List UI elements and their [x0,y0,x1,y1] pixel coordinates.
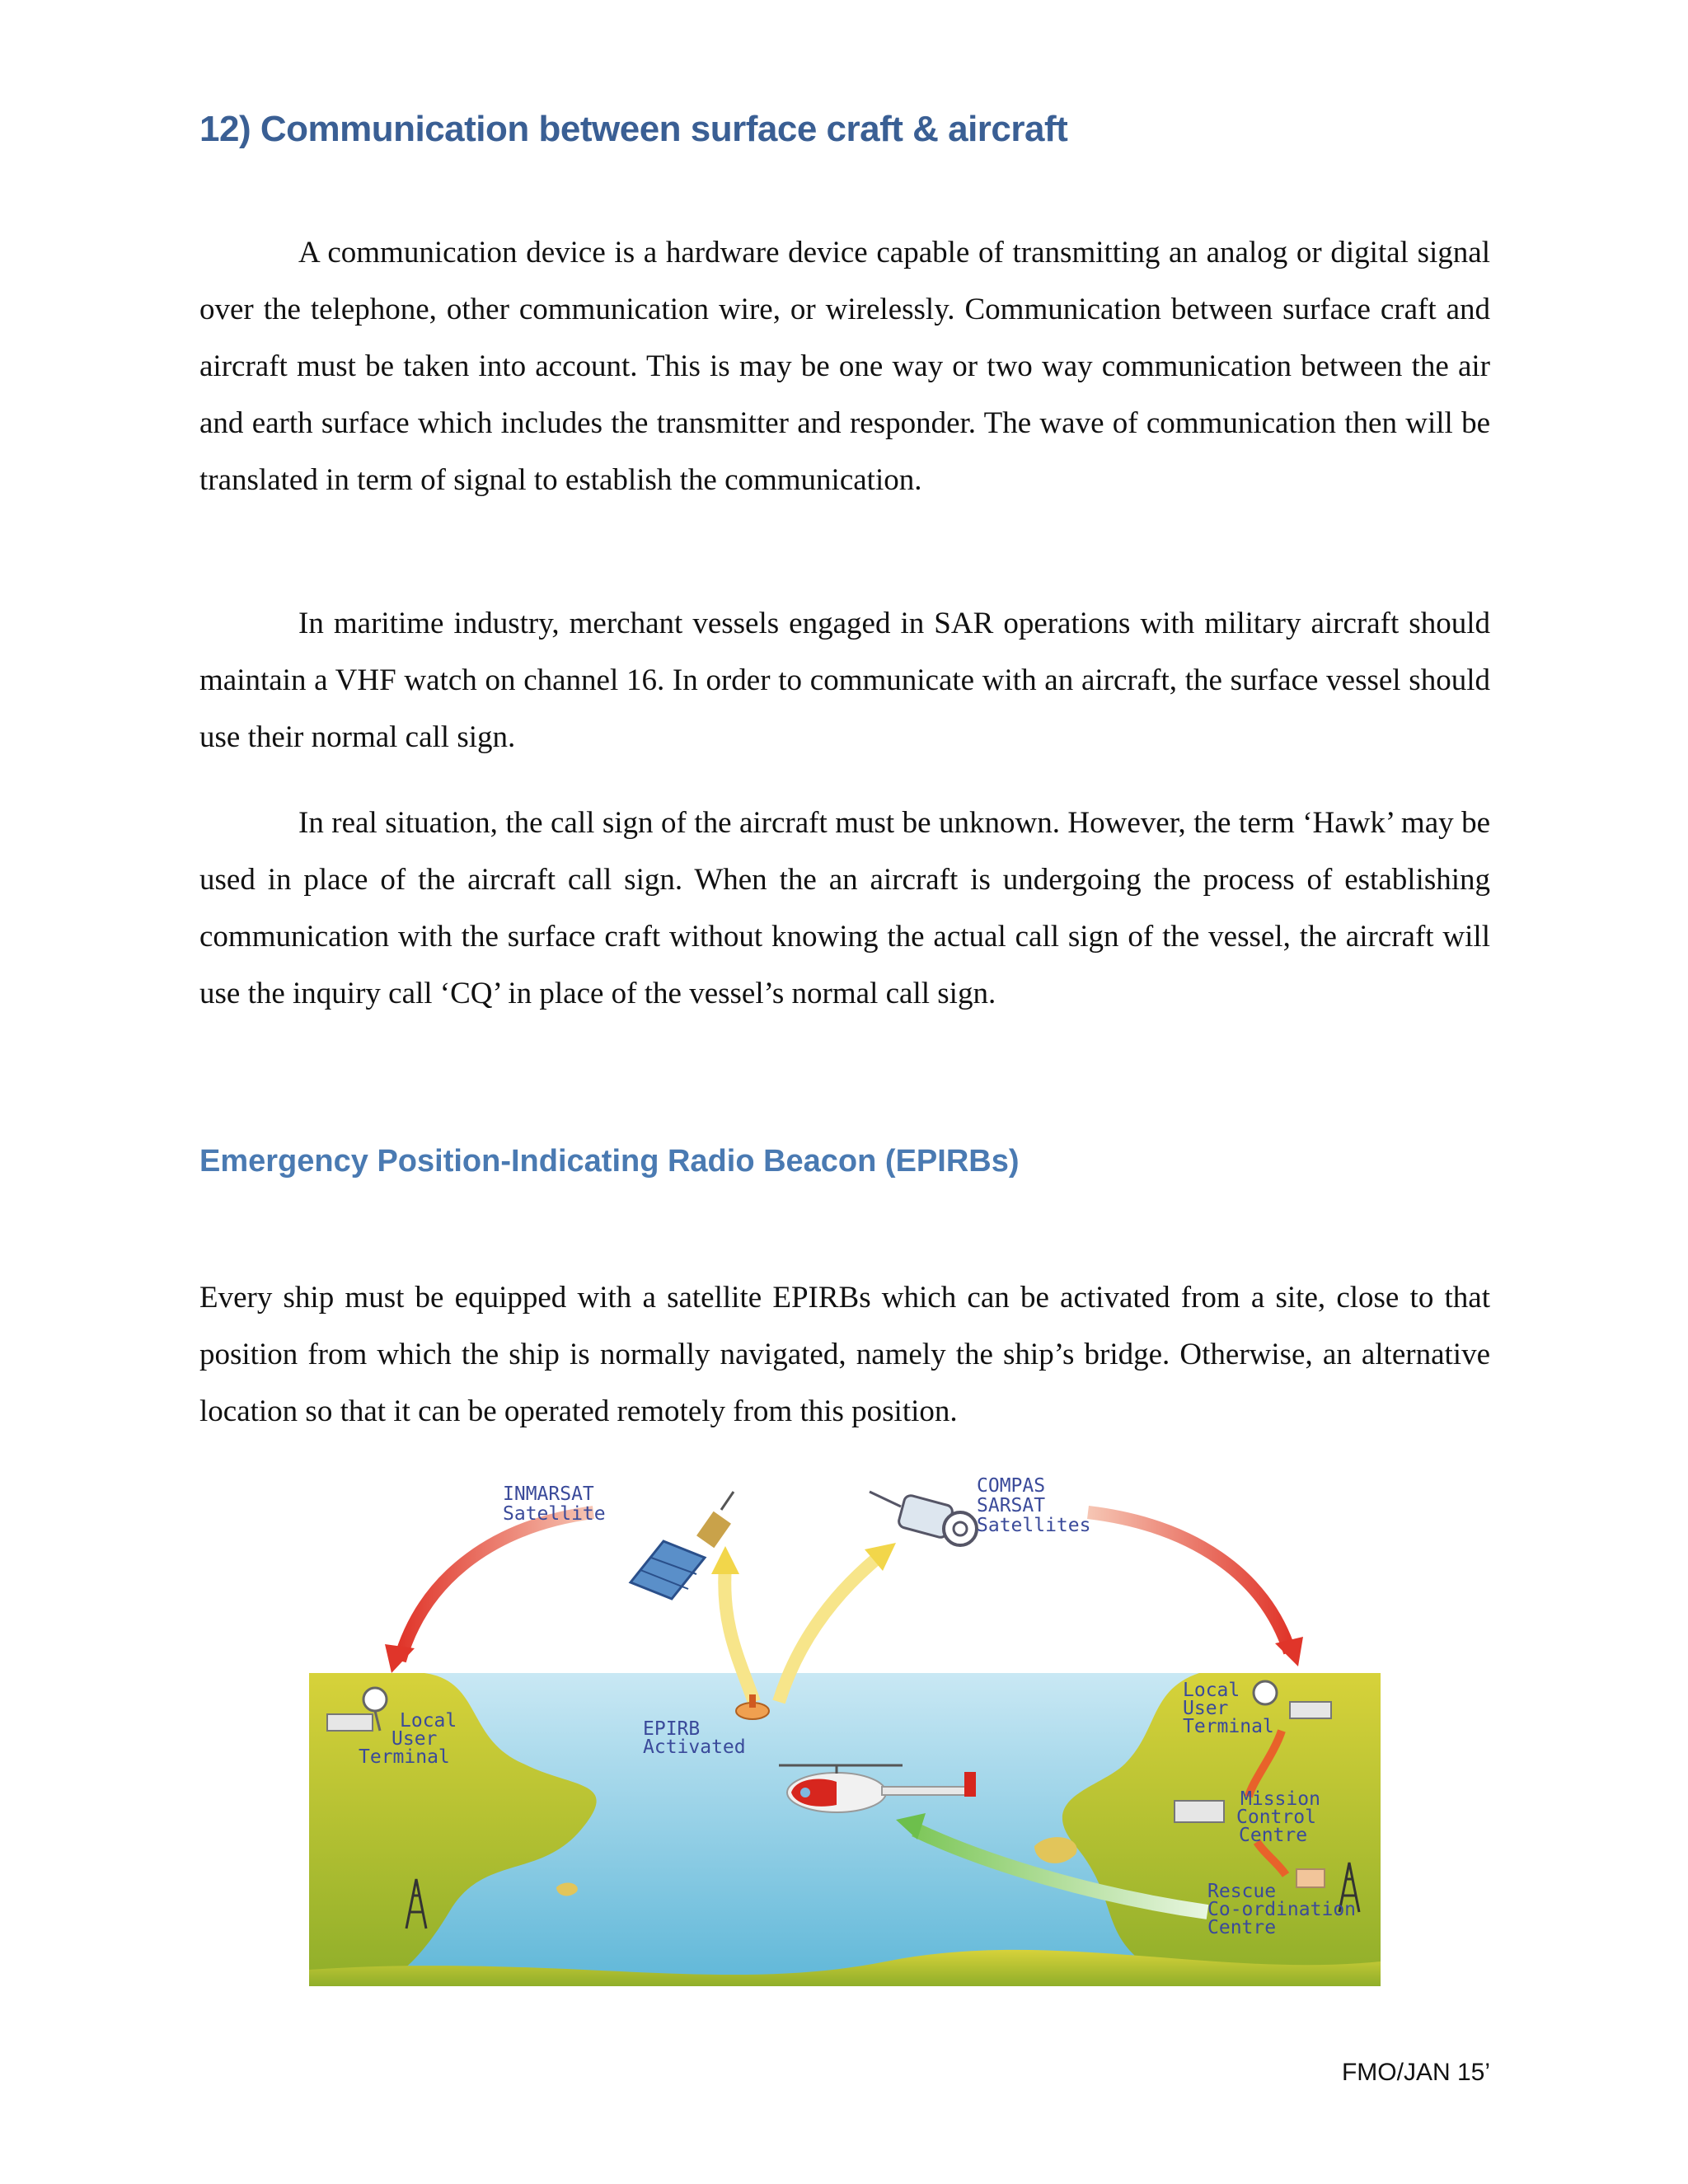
section-heading: 12) Communication between surface craft & aircraft [199,109,1068,149]
left-terminal-label: Local User Terminal [359,1710,457,1768]
downlink-arrow-right [1088,1512,1290,1652]
mission-control-building-icon [1175,1801,1224,1822]
rescue-centre-label: Rescue Co-ordination Centre [1207,1881,1357,1938]
mission-control-label: Mission Control Centre [1236,1788,1320,1846]
page-footer: FMO/JAN 15’ [1341,2059,1490,2086]
epirb-system-illustration [309,1467,1381,1986]
inmarsat-satellite-icon [631,1492,734,1599]
inmarsat-label: INMARSAT Satellite [503,1483,606,1525]
paragraph-communication-device: A communication device is a hardware device capable of transmitting an analog or digital signal over the telephone, other communication wire, or wirelessly. Communication between surface craft and aircraft must be taken into account. This is may be one way or two way communication between the air and earth surface which includes the transmitter and responder. The wave of communication then will be translated in term of signal to establish the communication. [199,236,1490,497]
rescue-centre-building-icon [1296,1869,1325,1887]
compas-label: COMPAS SARSAT Satellites [977,1475,1091,1536]
arrowhead-left-icon [385,1644,415,1673]
paragraph-epirb: Every ship must be equipped with a satellite EPIRBs which can be activated from a site, close to that position from which the ship is normally navigated, namely the ship’s bridge. Otherwise, an alternative location so that it can be operated remotely from this position. [199,1281,1490,1428]
paragraph-maritime-industry: In maritime industry, merchant vessels engaged in SAR operations with military aircraft should maintain a VHF watch on channel 16. In order to communicate with an aircraft, the surface vessel should use their normal call sign. [199,607,1490,754]
downlink-arrow-left [400,1512,593,1661]
paragraph-real-situation: In real situation, the call sign of the aircraft must be unknown. However, the term ‘Hawk’ may be used in place of the aircraft call sign. When the an aircraft is undergoing the process of establishing communication with the surface craft without knowing the actual call sign of the vessel, the aircraft will use the inquiry call ‘CQ’ in place of the vessel’s normal call sign. [199,806,1490,1010]
subsection-heading: Emergency Position-Indicating Radio Beacon (EPIRBs) [199,1144,1020,1179]
right-terminal-label: Local User Terminal [1183,1680,1274,1737]
epirb-label: EPIRB Activated [643,1718,746,1758]
compas-satellite-icon [870,1492,977,1545]
arrowhead-inmarsat-icon [711,1546,739,1574]
